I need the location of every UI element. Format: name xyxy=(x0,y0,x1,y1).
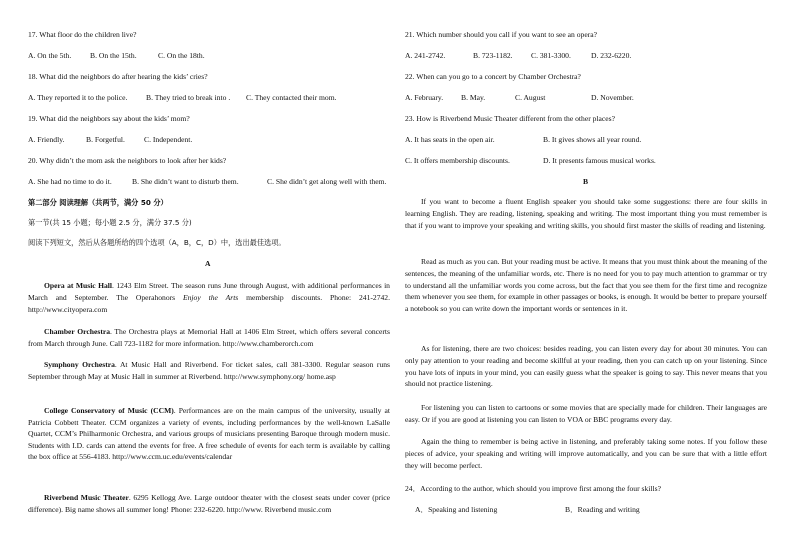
entry-ccm-text: . Performances are on the main campus of the university, usually at Patricia Cobbett Theater. CCM organizes a variety of events, including performances by the well-known LaSalle Quartet, CCM’s Philharmonic Orchestra, and various groups of musicians presenting Baroque through modern music. Students with I.D. cards can attend the events for free. A free schedule of events for each term is available by calling the box office at 556-4183. http://www.ccm.uc.edu/events/calendar xyxy=(28,406,390,462)
q21-option-c: C. 381-3300. xyxy=(531,51,571,60)
entry-chamber xyxy=(28,326,390,350)
q22-options xyxy=(405,93,634,103)
q23-option-d: D. It presents famous musical works. xyxy=(543,156,656,165)
q18-option-b: B. They tried to break into . xyxy=(146,93,231,102)
q23-option-a: A. It has seats in the open air. xyxy=(405,135,495,144)
passage-b-paragraph-4: For listening you can listen to cartoons or some movies that are specially made for children. Their languages are easy. Or if you are good at listening you can listen to VOA or BBC programs every day. xyxy=(405,403,767,424)
q17-question: 17. What floor do the children live? xyxy=(28,30,137,39)
entry-symphony-name: Symphony Orchestra xyxy=(44,360,115,369)
q19-option-c: C. Independent. xyxy=(144,135,193,144)
q24-options xyxy=(415,505,640,515)
passage-b-paragraph-5: Again the thing to remember is being active in listening, and preferably taking some notes. If you follow these pieces of advice, your speaking and writing will improve automatically, and you can be sure that with a little effort they will become perfect. xyxy=(405,437,767,470)
entry-symphony-text: . At Music Hall and Riverbend. For ticket sales, call 381-3300. Regular season runs September through May at Music Hall in summer at Riverbend. http://www.symphony.org/ home.asp xyxy=(28,360,391,381)
q21-options xyxy=(405,51,631,61)
q22-question: 22. When can you go to a concert by Chamber Orchestra? xyxy=(405,72,581,81)
entry-ccm xyxy=(28,405,390,463)
q24-option-a: A．Speaking and listening xyxy=(415,505,498,514)
passage-b-label: B xyxy=(583,177,589,186)
section1-info: 第一节(共 15 小题；每小题 2.5 分，满分 37.5 分) xyxy=(28,218,192,227)
q21-question: 21. Which number should you call if you want to see an opera? xyxy=(405,30,597,39)
q22-option-b: B. May. xyxy=(461,93,486,102)
q18-option-a: A. They reported it to the police. xyxy=(28,93,128,102)
passage-b-paragraph-3: As for listening, there are two choices: besides reading, you can listen every day for about 30 minutes. You can only pay attention to your reading and become skillful at your reading, then you can catch up on your listening. Since you have lots of inputs in your mind, you can easily guess what the speaker is going to say. This never means that you should not practice listening. xyxy=(405,344,767,389)
passage-b-paragraph-1: If you want to become a fluent English speaker you should take some suggestions: there are four skills in learning English. They are reading, listening, speaking and writing. The most important thing you must remember is that if you want to improve your speaking and writing skills, you should first master the skills of reading and listening. xyxy=(405,197,767,230)
q17-option-c: C. On the 18th. xyxy=(158,51,205,60)
q18-options xyxy=(28,93,337,103)
entry-riverbend xyxy=(28,492,390,516)
q20-option-a: A. She had no time to do it. xyxy=(28,177,112,186)
q19-option-b: B. Forgetful. xyxy=(86,135,125,144)
q21-option-a: A. 241-2742. xyxy=(405,51,446,60)
q21-option-b: B. 723-1182. xyxy=(473,51,513,60)
entry-opera-name: Opera at Music Hall xyxy=(44,281,113,290)
entry-opera-text2: membership discounts. Phone: 241-2742. http://www.cityopera.com xyxy=(28,293,390,314)
entry-riverbend-text: . 6295 Kellogg Ave. Large outdoor theater with the closest seats under cover (price difference). Big name shows all summer long! Phone: 232-6220. http://www. Riverbend music.com xyxy=(28,493,390,514)
entry-riverbend-name: Riverbend Music Theater xyxy=(44,493,129,502)
q17-options xyxy=(28,51,205,61)
q19-options xyxy=(28,135,192,145)
part2-title: 第二部分 阅读理解（共两节，满分 50 分） xyxy=(28,198,168,207)
q23-option-c: C. It offers membership discounts. xyxy=(405,156,510,165)
q22-option-c: C. August xyxy=(515,93,546,102)
passage-a-label: A xyxy=(205,259,211,268)
reading-instruction: 阅读下列短文，然后从各题所给的四个选项（A，B，C，D）中，选出最佳选项。 xyxy=(28,238,286,247)
q24-option-b: B．Reading and writing xyxy=(565,505,640,514)
q22-option-a: A. February. xyxy=(405,93,444,102)
entry-opera-text: . 1243 Elm Street. The season runs June through August, with additional performances in March and September. The Operahonors xyxy=(28,281,390,302)
q23-option-b: B. It gives shows all year round. xyxy=(543,135,642,144)
q20-question: 20. Why didn’t the mom ask the neighbors to look after her kids? xyxy=(28,156,227,165)
q20-option-c: C. She didn’t get along well with them. xyxy=(267,177,387,186)
q23-options-row2 xyxy=(405,156,656,166)
entry-opera-italic: Enjoy the Arts xyxy=(183,293,239,302)
q17-option-a: A. On the 5th. xyxy=(28,51,72,60)
q21-option-d: D. 232-6220. xyxy=(591,51,632,60)
q18-option-c: C. They contacted their mom. xyxy=(246,93,337,102)
q20-options xyxy=(28,177,386,187)
entry-chamber-text: . The Orchestra plays at Memorial Hall at 1406 Elm Street, which offers several concerts from March through June. Call 723-1182 for more information. http://www.chamberorch.com xyxy=(28,327,391,348)
q24-question: 24．According to the author, which should you improve first among the four skills? xyxy=(405,484,661,493)
q17-option-b: B. On the 15th. xyxy=(90,51,137,60)
q18-question: 18. What did the neighbors do after hearing the kids’ cries? xyxy=(28,72,208,81)
q23-options-row1 xyxy=(405,135,641,145)
entry-chamber-name: Chamber Orchestra xyxy=(44,327,111,336)
q19-option-a: A. Friendly. xyxy=(28,135,65,144)
q19-question: 19. What did the neighbors say about the kids’ mom? xyxy=(28,114,190,123)
entry-symphony xyxy=(28,359,390,383)
q22-option-d: D. November. xyxy=(591,93,634,102)
entry-opera xyxy=(28,280,390,316)
q20-option-b: B. She didn’t want to disturb them. xyxy=(132,177,239,186)
q23-question: 23. How is Riverbend Music Theater different from the other places? xyxy=(405,114,615,123)
passage-b-paragraph-2: Read as much as you can. But your reading must be active. It means that you must think about the meaning of the sentences, the meaning of the unfamiliar words, etc. There is no need for you to pay much attention to grammar or try to understand all the unfamiliar words you come across, but the fact that you see them for the first time and recognize them whenever you see them, for example in other passages or books, is enough. It would be better to prepare yourself a notebook so you can write down the important words or sentences in it. xyxy=(405,257,767,314)
entry-ccm-name: College Conservatory of Music (CCM) xyxy=(44,406,174,415)
